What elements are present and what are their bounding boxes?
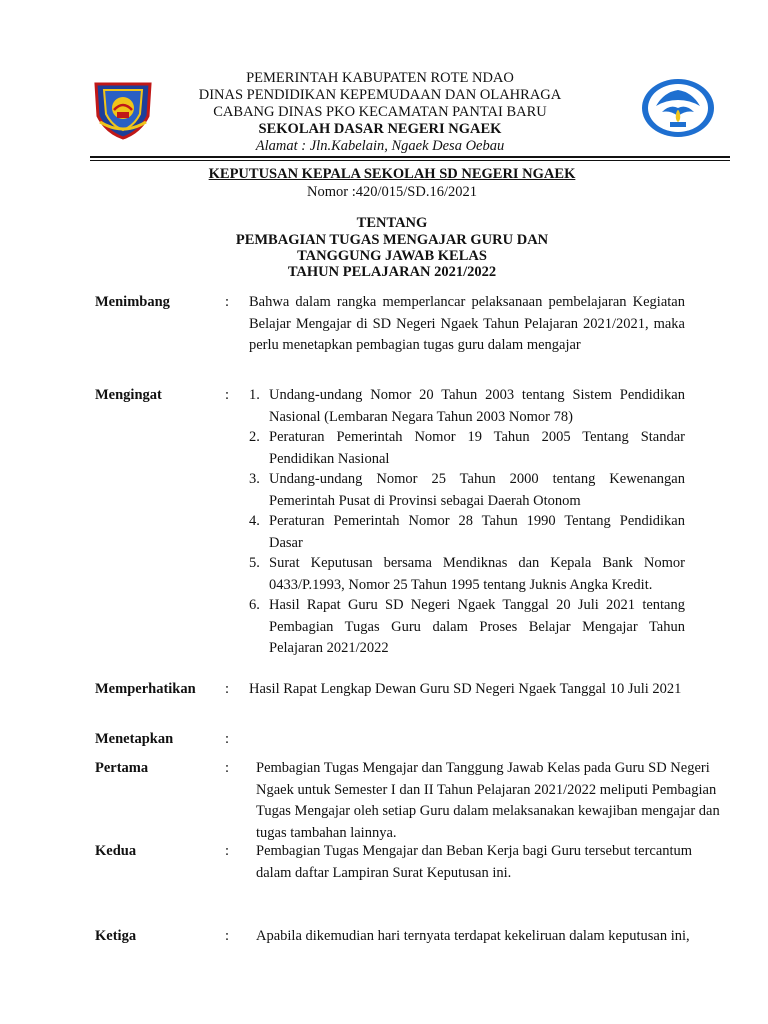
pertama-colon: : bbox=[225, 760, 230, 776]
decree-about: TENTANG bbox=[356, 215, 428, 231]
mengingat-item-text: Undang-undang Nomor 25 Tahun 2000 tentang Kewenangan Pemerintah Pusat di Provinsi sebagai Daerah Otonom bbox=[269, 471, 685, 509]
mengingat-label: Mengingat bbox=[95, 387, 162, 403]
decree-title: KEPUTUSAN KEPALA SEKOLAH SD NEGERI NGAEK bbox=[208, 166, 576, 182]
kedua-text: Pembagian Tugas Mengajar dan Beban Kerja bagi Guru tersebut tercantum dalam daftar Lampiran Surat Keputusan ini. bbox=[256, 843, 693, 881]
mengingat-item-number: 6. bbox=[249, 597, 260, 613]
tut-wuri-handayani-icon bbox=[640, 78, 716, 138]
menetapkan-colon: : bbox=[225, 731, 230, 747]
mengingat-item-text: Peraturan Pemerintah Nomor 28 Tahun 1990 Tentang Pendidikan Dasar bbox=[269, 513, 685, 551]
mengingat-item-text: Peraturan Pemerintah Nomor 19 Tahun 2005 Tentang Standar Pendidikan Nasional bbox=[269, 429, 685, 467]
memperhatikan-label: Memperhatikan bbox=[95, 681, 196, 697]
decree-subject-line3: TAHUN PELAJARAN 2021/2022 bbox=[287, 264, 497, 280]
kedua-label: Kedua bbox=[95, 843, 137, 859]
mengingat-colon: : bbox=[225, 387, 230, 403]
letterhead-rule-thin bbox=[90, 160, 730, 161]
ketiga-colon: : bbox=[225, 928, 230, 944]
memperhatikan-text: Hasil Rapat Lengkap Dewan Guru SD Negeri Ngaek Tanggal 10 Juli 2021 bbox=[249, 681, 682, 697]
letterhead-school: SEKOLAH DASAR NEGERI NGAEK bbox=[258, 121, 502, 137]
menimbang-text: Bahwa dalam rangka memperlancar pelaksanaan pembelajaran Kegiatan Belajar Mengajar di SD Negeri Ngaek Tahun Pelajaran 2021/2021, maka perlu menetapkan pembagian tugas guru dalam mengajar bbox=[249, 294, 685, 353]
mengingat-item-number: 1. bbox=[249, 387, 260, 403]
kedua-colon: : bbox=[225, 843, 230, 859]
pertama-label: Pertama bbox=[95, 760, 149, 776]
ketiga-label: Ketiga bbox=[95, 928, 137, 944]
mengingat-item-text: Hasil Rapat Guru SD Negeri Ngaek Tanggal 20 Juli 2021 tentang Pembagian Tugas Guru dalam Proses Belajar Mengajar Tahun Pelajaran 2021/2022 bbox=[269, 597, 685, 656]
menimbang-colon: : bbox=[225, 294, 230, 310]
mengingat-item-number: 2. bbox=[249, 429, 260, 445]
letterhead-agency: DINAS PENDIDIKAN KEPEMUDAAN DAN OLAHRAGA bbox=[198, 87, 562, 103]
mengingat-item-text: Surat Keputusan bersama Mendiknas dan Kepala Bank Nomor 0433/P.1993, Nomor 25 Tahun 1995 tentang Juknis Angka Kredit. bbox=[269, 555, 685, 593]
letterhead-government: PEMERINTAH KABUPATEN ROTE NDAO bbox=[246, 70, 514, 86]
regency-emblem-icon bbox=[90, 78, 156, 140]
letterhead-branch: CABANG DINAS PKO KECAMATAN PANTAI BARU bbox=[213, 104, 547, 120]
pertama-text: Pembagian Tugas Mengajar dan Tanggung Jawab Kelas pada Guru SD Negeri Ngaek untuk Semester I dan II Tahun Pelajaran 2021/2022 meliputi Pembagian Tugas Mengajar oleh setiap Guru dalam melaksanakan kewajiban mengajar dan tugas tambahan lainnya. bbox=[256, 760, 720, 841]
mengingat-item-number: 3. bbox=[249, 471, 260, 487]
menetapkan-label: Menetapkan bbox=[95, 731, 174, 747]
letterhead bbox=[160, 70, 600, 155]
memperhatikan-colon: : bbox=[225, 681, 230, 697]
decree-number: Nomor :420/015/SD.16/2021 bbox=[307, 184, 477, 200]
ketiga-text: Apabila dikemudian hari ternyata terdapat kekeliruan dalam keputusan ini, bbox=[256, 928, 690, 944]
letterhead-address: Alamat : Jln.Kabelain, Ngaek Desa Oebau bbox=[255, 138, 505, 154]
decree-subject-line2: TANGGUNG JAWAB KELAS bbox=[297, 248, 487, 264]
menimbang-label: Menimbang bbox=[95, 294, 170, 310]
mengingat-item-text: Undang-undang Nomor 20 Tahun 2003 tentang Sistem Pendidikan Nasional (Lembaran Negara Tahun 2003 Nomor 78) bbox=[269, 387, 685, 425]
mengingat-item-number: 4. bbox=[249, 513, 260, 529]
letterhead-rule-thick bbox=[90, 156, 730, 158]
mengingat-item-number: 5. bbox=[249, 555, 260, 571]
decree-subject-line1: PEMBAGIAN TUGAS MENGAJAR GURU DAN bbox=[235, 232, 549, 248]
